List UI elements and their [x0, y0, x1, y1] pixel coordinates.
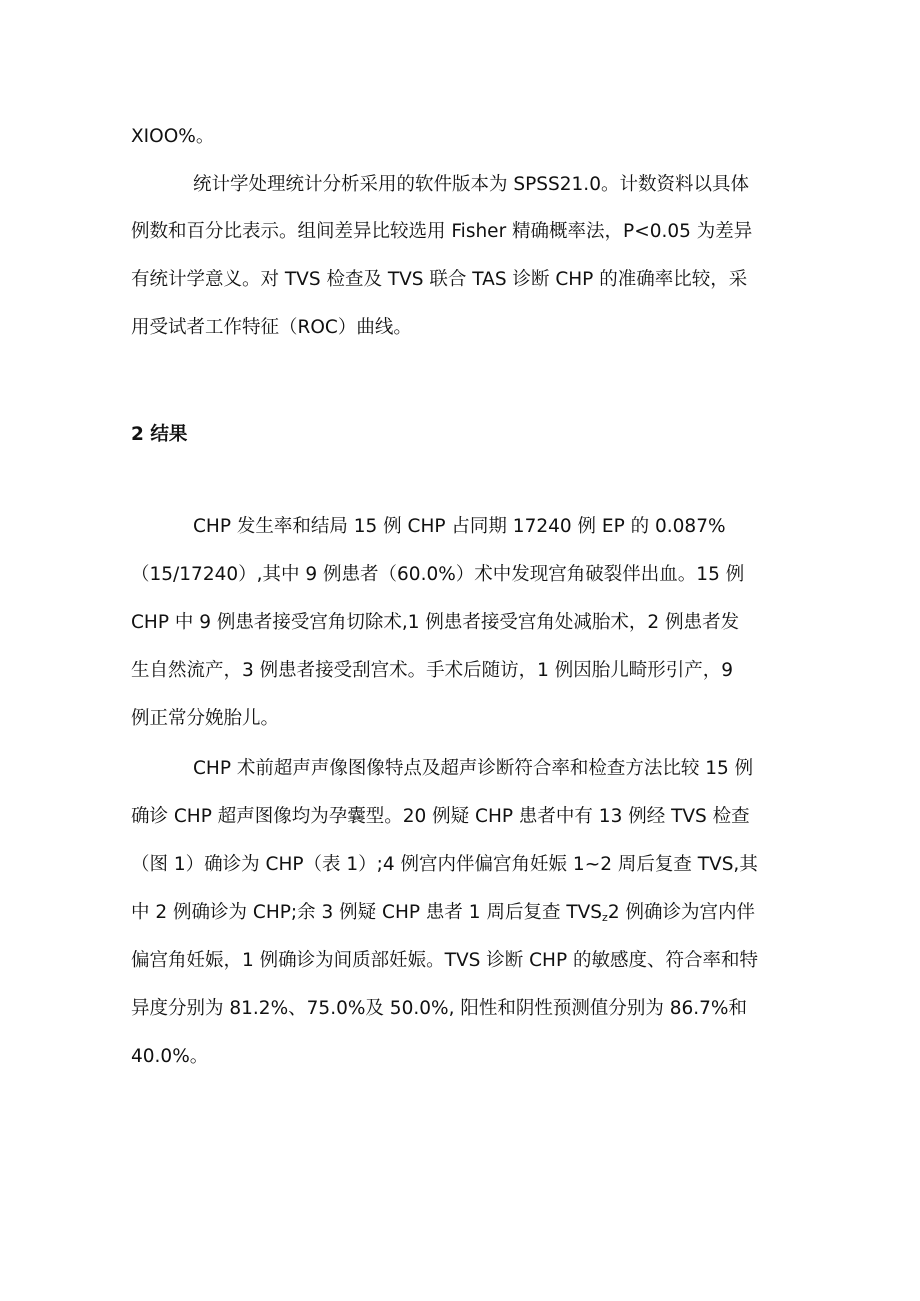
para3-line4-part-b: 2 例确诊为宫内伴 — [607, 902, 755, 923]
para2-line1: CHP 发生率和结局 15 例 CHP 占同期 17240 例 EP 的 0.087% — [193, 516, 726, 537]
para1-line4: 用受试者工作特征（ROC）曲线。 — [131, 317, 412, 338]
para1-line1: 统计学处理统计分析采用的软件版本为 SPSS21.0。计数资料以具体 — [193, 174, 749, 195]
top-fragment: XIOO%。 — [131, 126, 215, 147]
para3-line4-subscript: z — [602, 911, 608, 924]
para2-line4: 生自然流产，3 例患者接受刮宫术。手术后随访，1 例因胎儿畸形引产，9 — [131, 660, 734, 681]
para1-line2: 例数和百分比表示。组间差异比较选用 Fisher 精确概率法，P<0.05 为差异 — [131, 221, 753, 242]
para3-line4 — [131, 901, 755, 925]
para3-line2: 确诊 CHP 超声图像均为孕囊型。20 例疑 CHP 患者中有 13 例经 TVS 检查 — [131, 806, 750, 827]
para1-line3: 有统计学意义。对 TVS 检查及 TVS 联合 TAS 诊断 CHP 的准确率比较，采 — [131, 269, 748, 290]
para3-line5: 偏宫角妊娠，1 例确诊为间质部妊娠。TVS 诊断 CHP 的敏感度、符合率和特 — [131, 950, 758, 971]
para3-line7: 40.0%。 — [131, 1046, 209, 1067]
para3-line3: （图 1）确诊为 CHP（表 1）;4 例宫内伴偏宫角妊娠 1~2 周后复查 TVS,其 — [131, 854, 758, 875]
para2-line5: 例正常分娩胎儿。 — [131, 708, 280, 729]
para3-line6: 异度分别为 81.2%、75.0%及 50.0%, 阳性和阴性预测值分别为 86.7%和 — [131, 998, 747, 1019]
para2-line2: （15/17240）,其中 9 例患者（60.0%）术中发现宫角破裂伴出血。15 例 — [131, 564, 745, 585]
section-heading: 2 结果 — [131, 424, 188, 445]
para3-line1: CHP 术前超声声像图像特点及超声诊断符合率和检查方法比较 15 例 — [193, 758, 754, 779]
para3-line4-part-a: 中 2 例确诊为 CHP;余 3 例疑 CHP 患者 1 周后复查 TVS — [131, 902, 603, 923]
para2-line3: CHP 中 9 例患者接受宫角切除术,1 例患者接受宫角处减胎术，2 例患者发 — [131, 612, 740, 633]
